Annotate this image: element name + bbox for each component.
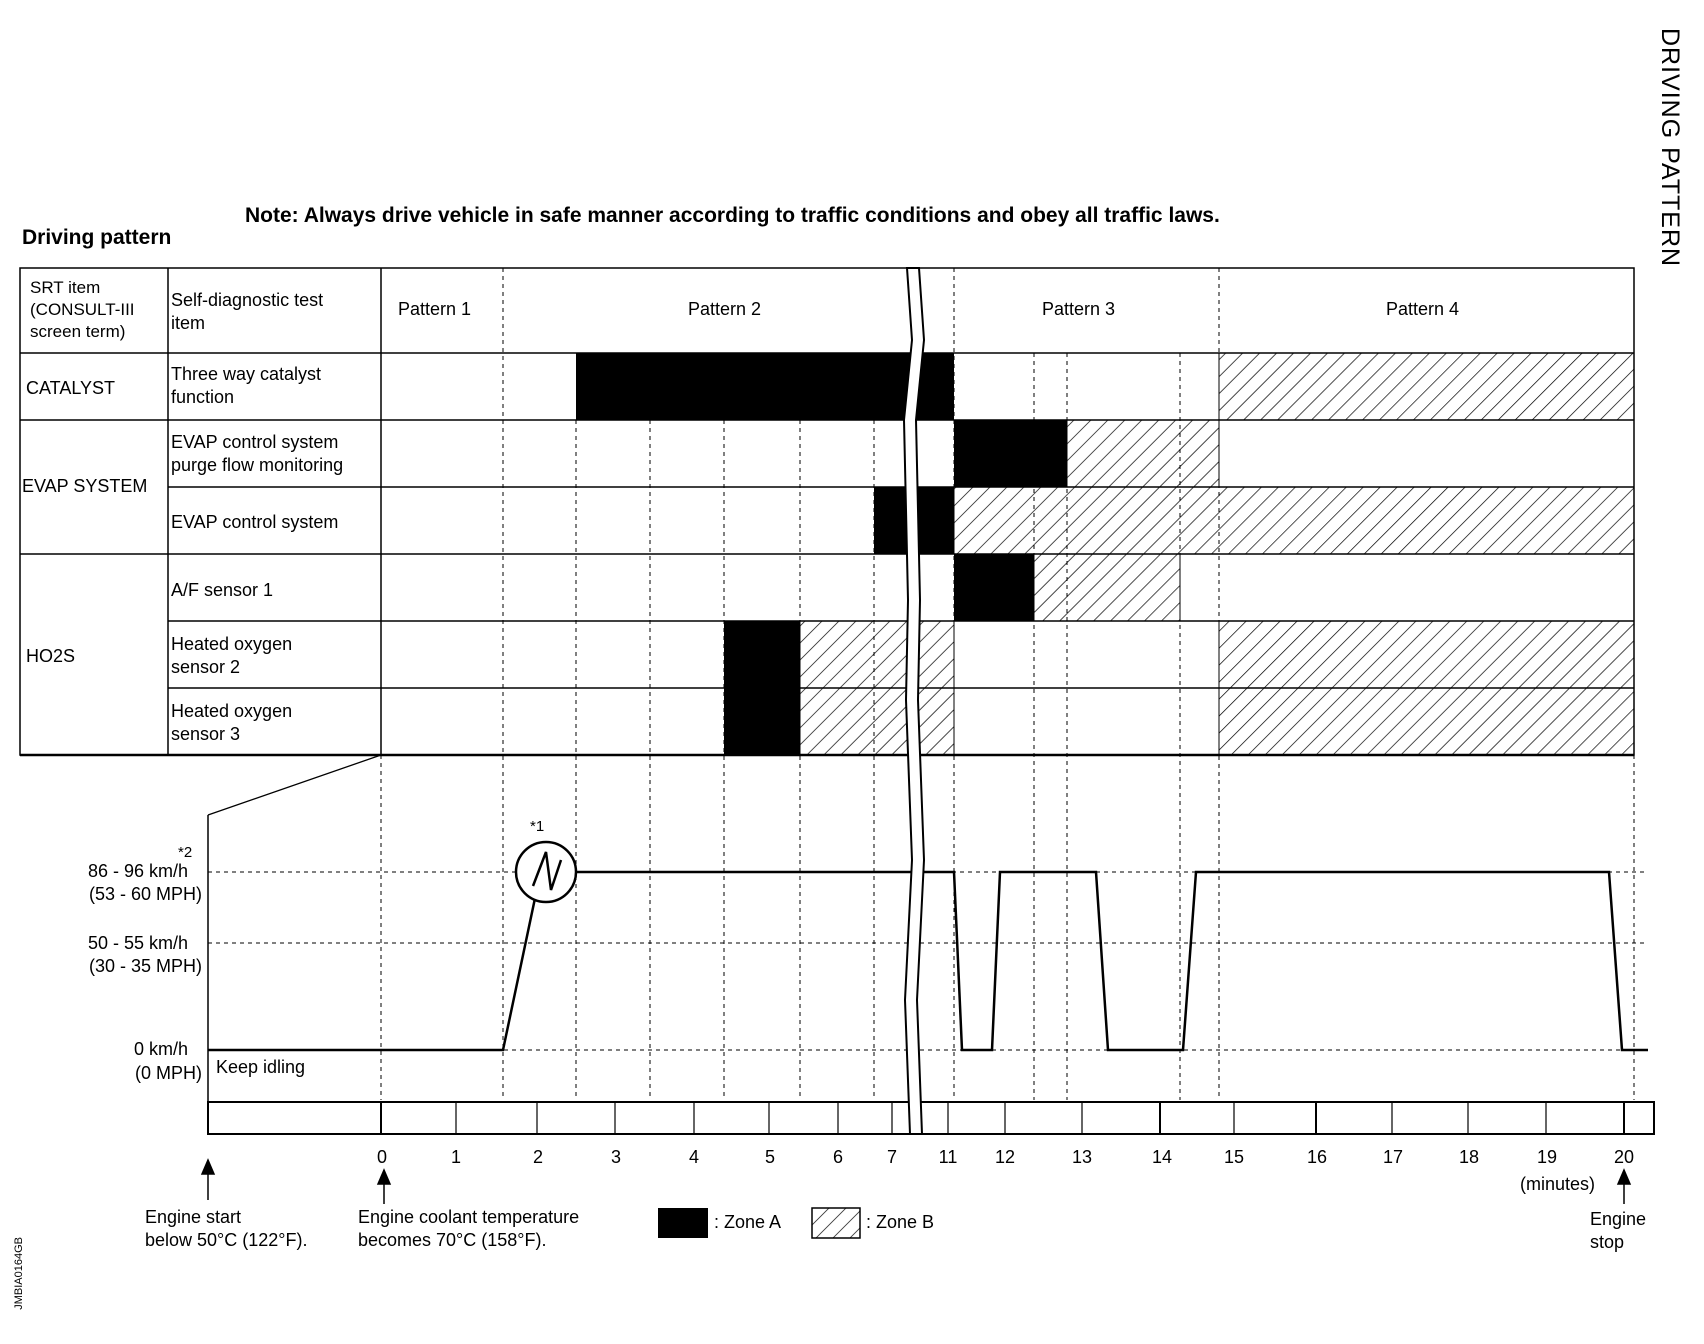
arrows [202,1160,1630,1204]
item-heated-o2-sensor-3: Heated oxygen sensor 3 [171,701,293,744]
tick-label: 7 [886,1147,897,1167]
pattern-1-header: Pattern 1 [398,299,472,319]
item-evap-control: EVAP control system [171,512,339,532]
figure-code: JMBIA0164GB [13,1237,25,1310]
pattern-3-header: Pattern 3 [1042,299,1116,319]
tick-label: 0 [376,1147,387,1167]
item-af-sensor-1: A/F sensor 1 [171,580,274,600]
zone-a-swatch [658,1208,708,1238]
mark-2: *2 [178,844,193,861]
side-title: DRIVING PATTERN [1656,28,1684,268]
group-evap-system: EVAP SYSTEM [22,476,148,496]
heading: Driving pattern [22,226,172,249]
tick-label: 14 [1151,1147,1173,1167]
zone-b-label: : Zone B [866,1212,935,1232]
pattern-4-header: Pattern 4 [1386,299,1460,319]
item-heated-o2-sensor-2: Heated oxygen sensor 2 [171,634,293,677]
header-srt-item: SRT item (CONSULT-III screen term) [30,278,135,341]
tick-label: 13 [1071,1147,1093,1167]
speed-high-mph: (53 - 60 MPH) [88,884,202,904]
tick-label: 2 [532,1147,543,1167]
tick-label: 20 [1613,1147,1635,1167]
speed-zero-mph: (0 MPH) [135,1063,202,1083]
tick-label: 3 [610,1147,621,1167]
speed-mid-kmh: 50 - 55 km/h [87,933,188,953]
tick-label: 4 [688,1147,699,1167]
tick-label: 6 [832,1147,843,1167]
item-evap-purge-flow: EVAP control system purge flow monitoring [171,432,344,475]
tick-label: 11 [938,1147,958,1167]
zone-a-label: : Zone A [714,1212,782,1232]
callout-line [208,755,381,815]
tick-label: 1 [450,1147,461,1167]
tick-label: 17 [1382,1147,1404,1167]
speed-zero-kmh: 0 km/h [133,1039,188,1059]
zone-b-swatch [812,1208,860,1238]
group-ho2s: HO2S [26,646,76,666]
engine-start-label: Engine start below 50°C (122°F). [145,1207,308,1250]
speed-guides [208,872,1648,1050]
header-test-item: Self-diagnostic test item [171,290,324,333]
tick-label: 15 [1223,1147,1245,1167]
transmission-mark [516,842,576,902]
speed-high-kmh: 86 - 96 km/h [87,861,188,881]
speed-mid-mph: (30 - 35 MPH) [88,956,202,976]
tick-label: 18 [1458,1147,1480,1167]
item-three-way-catalyst: Three way catalyst function [171,364,322,407]
group-catalyst: CATALYST [26,378,116,398]
speed-profile [208,872,1648,1050]
time-bar [208,1102,1654,1134]
pattern-2-header: Pattern 2 [688,299,762,319]
engine-stop-label: Engine stop [1590,1209,1647,1252]
keep-idling-label: Keep idling [216,1057,306,1077]
mark-1: *1 [530,818,545,835]
coolant-label: Engine coolant temperature becomes 70°C (158°F). [358,1207,580,1250]
note: Note: Always drive vehicle in safe manner according to traffic conditions and obey all traffic laws. [245,204,1220,227]
tick-label: 12 [994,1147,1016,1167]
tick-label: 19 [1536,1147,1558,1167]
tick-label: 16 [1306,1147,1328,1167]
tick-label: 5 [764,1147,775,1167]
minutes-label: (minutes) [1520,1174,1596,1194]
